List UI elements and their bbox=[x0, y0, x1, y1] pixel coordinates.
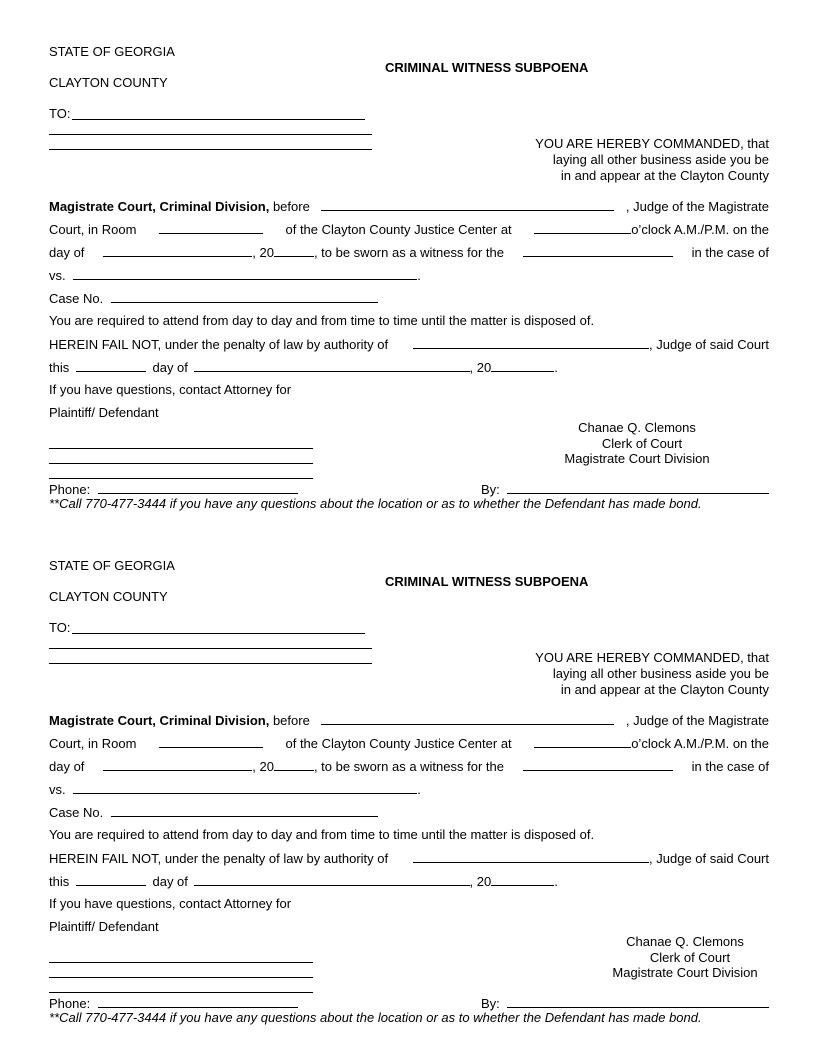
issue-day-field[interactable] bbox=[76, 359, 146, 372]
appearance-day-field[interactable] bbox=[103, 244, 252, 257]
oclock-label: o’clock A.M./P.M. on the bbox=[631, 222, 769, 237]
judge-of-magistrate-label: , Judge of the Magistrate bbox=[625, 713, 769, 728]
by-line bbox=[481, 995, 769, 1011]
comma-20-label-2: , 20 bbox=[469, 360, 492, 375]
to-label: TO: bbox=[49, 620, 71, 635]
day-of-label-2: day of bbox=[152, 360, 188, 375]
day-of-label-2: day of bbox=[152, 874, 188, 889]
attorney-line-1[interactable] bbox=[49, 962, 313, 963]
by-label: By: bbox=[481, 996, 500, 1011]
sworn-witness-label: , to be sworn as a witness for the bbox=[313, 245, 504, 260]
command-line-3: in and appear at the Clayton County bbox=[560, 682, 769, 697]
state-label: STATE OF GEORGIA bbox=[49, 558, 175, 573]
to-line-1[interactable] bbox=[72, 633, 365, 634]
case-no-label: Case No. bbox=[49, 805, 104, 820]
issue-period: . bbox=[554, 360, 558, 375]
to-label: TO: bbox=[49, 106, 71, 121]
room-time-line bbox=[49, 735, 769, 751]
case-no-line bbox=[49, 290, 378, 306]
oclock-label: o’clock A.M./P.M. on the bbox=[631, 736, 769, 751]
attend-statement: You are required to attend from day to day and from time to time until the matter is disposed of. bbox=[49, 827, 595, 842]
form-title: CRIMINAL WITNESS SUBPOENA bbox=[385, 60, 589, 75]
sworn-witness-label: , to be sworn as a witness for the bbox=[313, 759, 504, 774]
clerk-name: Chanae Q. Clemons bbox=[626, 934, 744, 949]
by-signature-field[interactable] bbox=[507, 995, 769, 1008]
comma-20-label-2: , 20 bbox=[469, 874, 492, 889]
footnote: **Call 770-477-3444 if you have any questions about the location or as to whether the Defendant has made bond. bbox=[49, 496, 702, 511]
before-judge-line bbox=[49, 712, 769, 728]
judge-of-magistrate-label: , Judge of the Magistrate bbox=[625, 199, 769, 214]
command-line-1: YOU ARE HEREBY COMMANDED, that bbox=[535, 136, 769, 151]
contact-line-2: Plaintiff/ Defendant bbox=[49, 405, 159, 420]
justice-center-label: of the Clayton County Justice Center at bbox=[285, 736, 512, 751]
contact-line-1: If you have questions, contact Attorney for bbox=[49, 382, 292, 397]
issue-year-field[interactable] bbox=[491, 873, 554, 886]
phone-line bbox=[49, 481, 298, 497]
judge-name-field[interactable] bbox=[321, 712, 614, 725]
command-paragraph bbox=[535, 136, 769, 184]
appearance-year-field[interactable] bbox=[274, 758, 314, 771]
issue-month-field[interactable] bbox=[194, 359, 470, 372]
date-witness-line bbox=[49, 758, 769, 774]
date-witness-line bbox=[49, 244, 769, 260]
phone-line bbox=[49, 995, 298, 1011]
to-line-3[interactable] bbox=[49, 149, 372, 150]
subpoena-form-1 bbox=[0, 0, 816, 514]
appearance-year-field[interactable] bbox=[274, 244, 314, 257]
phone-label: Phone: bbox=[49, 482, 91, 497]
herein-fail-not-line bbox=[49, 850, 769, 866]
attend-statement: You are required to attend from day to day and from time to time until the matter is disposed of. bbox=[49, 313, 595, 328]
contact-line-2: Plaintiff/ Defendant bbox=[49, 919, 159, 934]
by-line bbox=[481, 481, 769, 497]
issue-date-line bbox=[49, 359, 558, 375]
state-label: STATE OF GEORGIA bbox=[49, 44, 175, 59]
this-label: this bbox=[49, 874, 70, 889]
clerk-signature-block bbox=[537, 420, 737, 467]
vs-label: vs. bbox=[49, 782, 66, 797]
comma-20-label: , 20 bbox=[252, 759, 274, 774]
clerk-division: Magistrate Court Division bbox=[564, 451, 710, 466]
footnote: **Call 770-477-3444 if you have any questions about the location or as to whether the Defendant has made bond. bbox=[49, 1010, 702, 1025]
appearance-day-field[interactable] bbox=[103, 758, 252, 771]
vs-label: vs. bbox=[49, 268, 66, 283]
county-label: CLAYTON COUNTY bbox=[49, 75, 168, 90]
command-paragraph bbox=[535, 650, 769, 698]
attorney-line-2[interactable] bbox=[49, 977, 313, 978]
comma-20-label: , 20 bbox=[252, 245, 274, 260]
phone-field[interactable] bbox=[98, 995, 298, 1008]
case-party-field[interactable] bbox=[73, 781, 417, 794]
time-field[interactable] bbox=[534, 221, 631, 234]
case-party-field[interactable] bbox=[73, 267, 417, 280]
command-line-2: laying all other business aside you be bbox=[552, 152, 769, 167]
witness-for-field[interactable] bbox=[523, 758, 673, 771]
command-line-3: in and appear at the Clayton County bbox=[560, 168, 769, 183]
herein-fail-not-label: HEREIN FAIL NOT, under the penalty of law by authority of bbox=[49, 337, 389, 352]
room-time-line bbox=[49, 221, 769, 237]
issue-year-field[interactable] bbox=[491, 359, 554, 372]
court-division-label: Magistrate Court, Criminal Division, bbox=[49, 199, 270, 214]
this-label: this bbox=[49, 360, 70, 375]
attorney-line-2[interactable] bbox=[49, 463, 313, 464]
issue-date-line bbox=[49, 873, 558, 889]
form-title: CRIMINAL WITNESS SUBPOENA bbox=[385, 574, 589, 589]
room-field[interactable] bbox=[159, 221, 263, 234]
attorney-line-1[interactable] bbox=[49, 448, 313, 449]
before-judge-line bbox=[49, 198, 769, 214]
case-no-field[interactable] bbox=[111, 290, 378, 303]
county-label: CLAYTON COUNTY bbox=[49, 589, 168, 604]
attorney-line-3[interactable] bbox=[49, 478, 313, 479]
case-no-label: Case No. bbox=[49, 291, 104, 306]
court-in-room-label: Court, in Room bbox=[49, 736, 137, 751]
judge-of-said-court-label: , Judge of said Court bbox=[649, 851, 769, 866]
issue-period: . bbox=[554, 874, 558, 889]
vs-line bbox=[49, 781, 421, 797]
vs-period: . bbox=[417, 268, 421, 283]
issue-day-field[interactable] bbox=[76, 873, 146, 886]
by-signature-field[interactable] bbox=[507, 481, 769, 494]
room-field[interactable] bbox=[159, 735, 263, 748]
judge-of-said-court-label: , Judge of said Court bbox=[649, 337, 769, 352]
clerk-division: Magistrate Court Division bbox=[612, 965, 758, 980]
case-no-field[interactable] bbox=[111, 804, 378, 817]
command-line-1: YOU ARE HEREBY COMMANDED, that bbox=[535, 650, 769, 665]
before-label: before bbox=[269, 199, 310, 214]
authority-judge-field[interactable] bbox=[413, 336, 649, 349]
court-division-label: Magistrate Court, Criminal Division, bbox=[49, 713, 270, 728]
court-in-room-label: Court, in Room bbox=[49, 222, 137, 237]
vs-period: . bbox=[417, 782, 421, 797]
subpoena-form-2 bbox=[0, 514, 816, 1028]
clerk-signature-block bbox=[585, 934, 785, 981]
clerk-name: Chanae Q. Clemons bbox=[578, 420, 696, 435]
by-label: By: bbox=[481, 482, 500, 497]
vs-line bbox=[49, 267, 421, 283]
phone-field[interactable] bbox=[98, 481, 298, 494]
to-line-1[interactable] bbox=[72, 119, 365, 120]
issue-month-field[interactable] bbox=[194, 873, 470, 886]
before-label: before bbox=[269, 713, 310, 728]
in-case-of-label: in the case of bbox=[691, 759, 769, 774]
case-no-line bbox=[49, 804, 378, 820]
to-line-2[interactable] bbox=[49, 134, 372, 135]
to-line-2[interactable] bbox=[49, 648, 372, 649]
herein-fail-not-label: HEREIN FAIL NOT, under the penalty of law by authority of bbox=[49, 851, 389, 866]
day-of-label: day of bbox=[49, 245, 85, 260]
contact-line-1: If you have questions, contact Attorney for bbox=[49, 896, 292, 911]
witness-for-field[interactable] bbox=[523, 244, 673, 257]
clerk-title: Clerk of Court bbox=[649, 949, 731, 965]
phone-label: Phone: bbox=[49, 996, 91, 1011]
judge-name-field[interactable] bbox=[321, 198, 614, 211]
to-line-3[interactable] bbox=[49, 663, 372, 664]
in-case-of-label: in the case of bbox=[691, 245, 769, 260]
day-of-label: day of bbox=[49, 759, 85, 774]
herein-fail-not-line bbox=[49, 336, 769, 352]
attorney-line-3[interactable] bbox=[49, 992, 313, 993]
time-field[interactable] bbox=[534, 735, 631, 748]
command-line-2: laying all other business aside you be bbox=[552, 666, 769, 681]
clerk-title: Clerk of Court bbox=[601, 435, 683, 451]
authority-judge-field[interactable] bbox=[413, 850, 649, 863]
justice-center-label: of the Clayton County Justice Center at bbox=[285, 222, 512, 237]
